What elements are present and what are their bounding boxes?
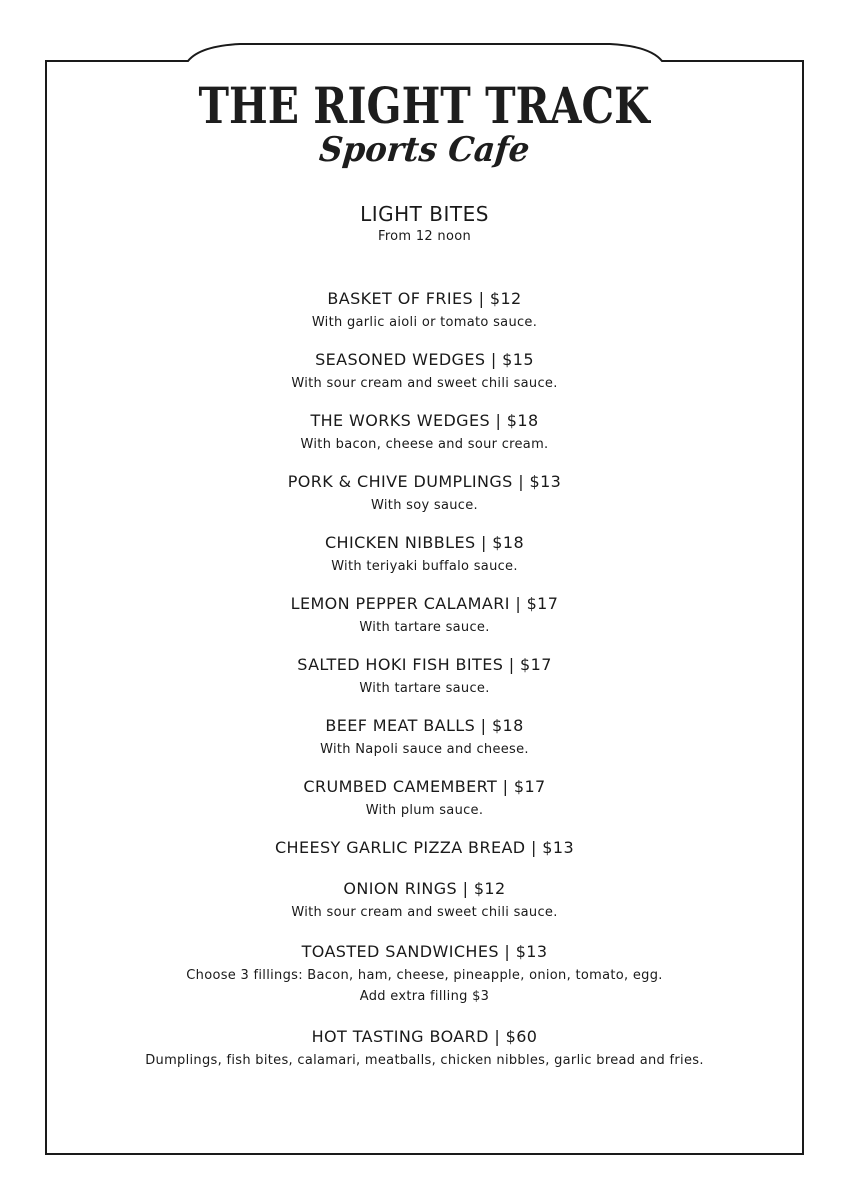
menu-item-name: BEEF MEAT BALLS | $18 <box>325 716 524 735</box>
menu-item-description: With garlic aioli or tomato sauce. <box>311 315 538 330</box>
menu-item <box>0 835 849 861</box>
menu-item-name: CRUMBED CAMEMBERT | $17 <box>303 777 546 796</box>
menu-item-description: With sour cream and sweet chili sauce. <box>291 905 558 920</box>
menu-item-name: SALTED HOKI FISH BITES | $17 <box>297 655 552 674</box>
menu-item-description: With teriyaki buffalo sauce. <box>331 559 518 574</box>
menu-item <box>0 652 849 699</box>
section-title: LIGHT BITES <box>360 202 489 226</box>
menu-item-name: BASKET OF FRIES | $12 <box>327 289 522 308</box>
menu-item-description: With Napoli sauce and cheese. <box>320 742 529 757</box>
menu-item <box>0 286 849 333</box>
menu-item-name: TOASTED SANDWICHES | $13 <box>301 942 548 961</box>
menu-item <box>0 876 849 923</box>
brand-logo <box>0 76 849 168</box>
menu-item-description: With soy sauce. <box>371 498 478 513</box>
menu-item <box>0 408 849 455</box>
menu-item <box>0 469 849 516</box>
menu-list <box>0 272 849 1071</box>
menu-item-description: With sour cream and sweet chili sauce. <box>291 376 558 391</box>
menu-item-description: Choose 3 fillings: Bacon, ham, cheese, pineapple, onion, tomato, egg. <box>186 968 663 983</box>
menu-item-name: PORK & CHIVE DUMPLINGS | $13 <box>287 472 562 491</box>
menu-item-name: HOT TASTING BOARD | $60 <box>311 1027 538 1046</box>
menu-item <box>0 713 849 760</box>
menu-item-description: With tartare sauce. <box>359 681 490 696</box>
menu-item-name: SEASONED WEDGES | $15 <box>315 350 534 369</box>
menu-item-name: THE WORKS WEDGES | $18 <box>310 411 539 430</box>
menu-item-description: With plum sauce. <box>365 803 484 818</box>
menu-item-description: Dumplings, fish bites, calamari, meatballs, chicken nibbles, garlic bread and fries. <box>145 1053 704 1068</box>
menu-item <box>0 1024 849 1071</box>
menu-item <box>0 530 849 577</box>
menu-item <box>0 774 849 821</box>
menu-item <box>0 939 849 1007</box>
section-header <box>0 201 849 247</box>
menu-item-description: With bacon, cheese and sour cream. <box>300 437 549 452</box>
menu-item-description: Add extra filling $3 <box>359 989 490 1004</box>
section-note: From 12 noon <box>377 229 471 244</box>
menu-item-name: ONION RINGS | $12 <box>343 879 506 898</box>
menu-item-description: With tartare sauce. <box>359 620 490 635</box>
menu-item-name: CHEESY GARLIC PIZZA BREAD | $13 <box>274 838 575 857</box>
brand-title: THE RIGHT TRACK <box>198 76 651 135</box>
menu-item-name: CHICKEN NIBBLES | $18 <box>324 533 525 552</box>
menu-item-name: LEMON PEPPER CALAMARI | $17 <box>290 594 559 613</box>
menu-item <box>0 591 849 638</box>
brand-subtitle: Sports Cafe <box>317 130 532 170</box>
menu-item <box>0 347 849 394</box>
